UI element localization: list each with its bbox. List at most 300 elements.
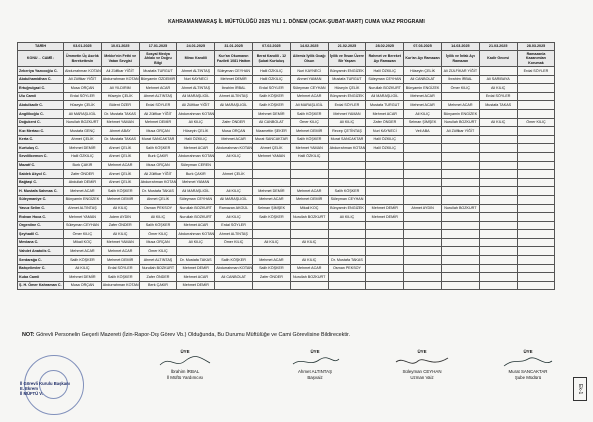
table-row	[18, 101, 555, 110]
preacher-cell	[404, 135, 442, 144]
preacher-cell: Hüseyin ÇELİK	[64, 101, 102, 110]
preacher-cell: Ahmet ALTINTAŞ	[215, 230, 253, 239]
preacher-cell: İbrahim İRBAL	[441, 75, 479, 84]
preacher-cell: Ali KILIÇ	[139, 213, 177, 222]
preacher-cell	[479, 238, 517, 247]
signature-name: İbrahim İRBAL	[170, 369, 200, 374]
preacher-cell: Süleyman CEYHAN	[64, 221, 102, 230]
vaaz-schedule-table	[17, 42, 555, 290]
preacher-cell: Ali MARAŞLIGİL	[215, 195, 253, 204]
mosque-name: Bağtaşi C.	[18, 178, 64, 187]
preacher-cell: Salih KÖŞKER	[290, 109, 328, 118]
preacher-cell	[366, 152, 404, 161]
preacher-cell	[517, 204, 555, 213]
preacher-cell	[404, 170, 442, 179]
preacher-cell	[517, 213, 555, 222]
preacher-cell	[517, 273, 555, 282]
preacher-cell: Ali SARIBAYA	[479, 75, 517, 84]
signature-block-2	[275, 349, 355, 381]
preacher-cell: Mehmet YAMAN	[328, 109, 366, 118]
preacher-cell: Zafer ÖNDER	[252, 273, 290, 282]
note-label: NOT:	[22, 332, 35, 338]
preacher-cell: Ahmet ÇELİK	[101, 152, 139, 161]
signature-title: Uzman Vaiz	[410, 375, 434, 380]
preacher-cell: Abdullah DEMİR	[64, 178, 102, 187]
preacher-cell: Mehmet ACAR	[441, 101, 479, 110]
tarih-label: TARİH	[18, 43, 64, 51]
preacher-cell: Ahmet ALTINTAŞ	[139, 256, 177, 265]
seal-line-1: İl Görevli Kurulu Başkanı	[20, 381, 70, 386]
table-row	[18, 204, 555, 213]
preacher-cell	[479, 127, 517, 136]
preacher-cell	[517, 178, 555, 187]
preacher-cell	[479, 247, 517, 256]
preacher-cell: Halil ÖZKILIÇ	[366, 135, 404, 144]
preacher-cell: Veli ABA	[404, 127, 442, 136]
preacher-cell: Ali KILIÇ	[404, 109, 442, 118]
preacher-cell	[441, 170, 479, 179]
preacher-cell: Ali KILIÇ	[290, 238, 328, 247]
preacher-cell	[252, 221, 290, 230]
preacher-cell: Mehmet DEMİR	[290, 127, 328, 136]
preacher-cell: Hüseyin ÇELİK	[404, 67, 442, 76]
preacher-cell: Ali Zülfikar YİĞİT	[64, 75, 102, 84]
topic-header-cell: Rahmet ve Bereket Ayı Ramazan	[366, 51, 404, 67]
preacher-cell: Ali KILIÇ	[479, 84, 517, 93]
preacher-cell	[404, 273, 442, 282]
preacher-cell: Musa ORÇAN	[139, 127, 177, 136]
preacher-cell	[479, 109, 517, 118]
preacher-cell: Bünyamin ENGİZEK	[328, 92, 366, 101]
preacher-cell: Selman ŞİMŞEK	[252, 204, 290, 213]
preacher-cell	[517, 195, 555, 204]
preacher-cell	[404, 264, 442, 273]
preacher-cell: Ahmet ÇELİK	[139, 195, 177, 204]
preacher-cell: Mehmet DEMİR	[252, 187, 290, 196]
preacher-cell	[366, 247, 404, 256]
preacher-cell: Ahmet ÇELİK	[64, 135, 102, 144]
preacher-cell	[328, 247, 366, 256]
preacher-cell: Ali KILIÇ	[252, 238, 290, 247]
preacher-cell: Ali KILIÇ	[215, 187, 253, 196]
mosque-name: Kızı Mertacı C.	[18, 127, 64, 136]
preacher-cell: Ali KILIÇ	[101, 204, 139, 213]
topic-header-cell: İyilik ve İnfak Ayı Ramazan	[441, 51, 479, 67]
preacher-cell	[517, 127, 555, 136]
preacher-cell: Ali Zülfikar YİĞİT	[139, 109, 177, 118]
preacher-cell: Ali MARAŞLIGİL	[64, 109, 102, 118]
preacher-cell: Hüseyin ÇELİK	[101, 92, 139, 101]
preacher-cell: Ali MARAŞLIGİL	[177, 92, 215, 101]
preacher-cell: Nurullah BOZKURT	[441, 118, 479, 127]
preacher-cell	[517, 109, 555, 118]
preacher-cell: Mehmet ACAR	[101, 161, 139, 170]
date-header-cell: 14.02.2025	[290, 43, 328, 51]
preacher-cell: Recep ÇETİNTAŞ	[328, 127, 366, 136]
signature-name: Murat SANCAKTAR	[508, 369, 548, 374]
preacher-cell	[328, 273, 366, 282]
preacher-cell	[441, 92, 479, 101]
date-header-cell: 03.01.2025	[64, 43, 102, 51]
preacher-cell: Hüseyin ÇELİK	[328, 84, 366, 93]
preacher-cell: Abdurrahman KOTAN	[177, 109, 215, 118]
preacher-cell: Ömer KILIÇ	[517, 118, 555, 127]
preacher-cell: Erdal SÖYLER	[252, 84, 290, 93]
preacher-cell: Mehmet YAMAN	[101, 238, 139, 247]
preacher-cell	[517, 84, 555, 93]
preacher-cell	[404, 178, 442, 187]
preacher-cell	[441, 230, 479, 239]
preacher-cell: Ali CANBOLAT	[252, 118, 290, 127]
preacher-cell	[290, 161, 328, 170]
preacher-cell: Mehmet DEMİR	[64, 144, 102, 153]
mosque-name: Vahdet Anatolis C.	[18, 247, 64, 256]
preacher-cell	[441, 152, 479, 161]
preacher-cell: Abdurrahman KOTAN	[328, 144, 366, 153]
preacher-cell: Ali Zülfikar YİĞİT	[441, 127, 479, 136]
date-header-row	[18, 43, 555, 51]
preacher-cell	[479, 178, 517, 187]
preacher-cell: Bünyamin ÖZDEMİR	[139, 75, 177, 84]
preacher-cell: Bünyamin ENGİZEK	[441, 109, 479, 118]
preacher-cell: Musa ORÇAN	[64, 281, 102, 290]
preacher-cell	[328, 161, 366, 170]
preacher-cell: Ali MARAŞLIGİL	[290, 101, 328, 110]
preacher-cell	[441, 256, 479, 265]
preacher-cell	[252, 281, 290, 290]
preacher-cell: Musa ORÇAN	[64, 84, 102, 93]
table-row	[18, 256, 555, 265]
date-header-cell: 21.03.2025	[479, 43, 517, 51]
table-row	[18, 127, 555, 136]
preacher-cell	[366, 178, 404, 187]
preacher-cell: Mehmet ACAR	[101, 247, 139, 256]
preacher-cell: Ahmet ÇELİK	[252, 144, 290, 153]
date-header-cell: 14.03.2025	[441, 43, 479, 51]
preacher-cell: Osman PEKSOY	[139, 204, 177, 213]
preacher-cell: Salih KÖŞKER	[328, 187, 366, 196]
preacher-cell: Nurullah BOZKURT	[290, 273, 328, 282]
preacher-cell	[404, 152, 442, 161]
preacher-cell: Ali CANBOLAT	[404, 75, 442, 84]
topic-header-cell: Kadir Gecesi	[479, 51, 517, 67]
preacher-cell: Erdal SÖYLER	[328, 101, 366, 110]
preacher-cell: Salih KÖŞKER	[252, 101, 290, 110]
preacher-cell: Mehmet DEMİR	[101, 256, 139, 265]
preacher-cell: Abdurrahman KOTAN	[101, 75, 139, 84]
signature-title: Şube Müdürü	[514, 375, 542, 380]
preacher-cell: Mehmet ACAR	[139, 84, 177, 93]
preacher-cell: Mehmet DEMİR	[64, 273, 102, 282]
preacher-cell: Süleyman CEREN	[177, 161, 215, 170]
preacher-cell: Zafer ÖNDER	[101, 221, 139, 230]
preacher-cell: Mehmet YAMAN	[252, 152, 290, 161]
signature-scribble	[382, 355, 462, 369]
preacher-cell: Salih KÖŞKER	[139, 144, 177, 153]
preacher-cell: Nurullah BOZKURT	[177, 213, 215, 222]
preacher-cell	[366, 170, 404, 179]
preacher-cell	[441, 221, 479, 230]
preacher-cell	[441, 273, 479, 282]
preacher-cell: Mustafa GENÇ	[64, 127, 102, 136]
konu-label: KONU→ CAMİİ↓	[18, 51, 64, 67]
mosque-name: Ş. H. Ömer Kahraman C.	[18, 281, 64, 290]
page-tag: Ek-1	[573, 377, 587, 401]
preacher-cell	[328, 170, 366, 179]
preacher-cell: Mehmet DEMİR	[366, 213, 404, 222]
table-row	[18, 152, 555, 161]
preacher-cell: Halil ÖZKILIÇ	[252, 75, 290, 84]
preacher-cell	[441, 161, 479, 170]
preacher-cell	[404, 281, 442, 290]
mosque-name: Mevlana C.	[18, 238, 64, 247]
preacher-cell: Mehmet DEMİR	[366, 204, 404, 213]
preacher-cell	[517, 161, 555, 170]
preacher-cell	[479, 187, 517, 196]
preacher-cell	[479, 152, 517, 161]
preacher-cell	[215, 178, 253, 187]
table-row	[18, 281, 555, 290]
preacher-cell: Ali KILIÇ	[328, 118, 366, 127]
preacher-cell: Ali YILDIRIM	[101, 84, 139, 93]
preacher-cell	[517, 247, 555, 256]
preacher-cell	[479, 195, 517, 204]
mosque-name: Abdulkadir C.	[18, 101, 64, 110]
preacher-cell: Mehmet ACAR	[252, 256, 290, 265]
preacher-cell: Abdurrahman KOTAN	[215, 144, 253, 153]
preacher-cell	[290, 230, 328, 239]
preacher-cell: Mustafa TURGUT	[139, 67, 177, 76]
preacher-cell: Salih KÖŞKER	[252, 92, 290, 101]
preacher-cell	[479, 230, 517, 239]
preacher-cell: Mehmet ACAR	[290, 92, 328, 101]
preacher-cell: Süleyman CEYHAN	[366, 75, 404, 84]
topic-header-cell: Mekke'nin Fethi ve Vatan Sevgisi	[101, 51, 139, 67]
preacher-cell: Mustafa TAKAS	[479, 101, 517, 110]
topic-header-cell: İyilik ve İhsan Üzere Bir Yaşam	[328, 51, 366, 67]
preacher-cell	[404, 230, 442, 239]
preacher-cell	[479, 67, 517, 76]
preacher-cell	[517, 135, 555, 144]
preacher-cell: Süleyman CEYHAN	[215, 67, 253, 76]
preacher-cell	[517, 92, 555, 101]
preacher-cell: Ahmet ALTINTAŞ	[215, 92, 253, 101]
topic-header-cell: Ümmetin Üç Asırlık Berekettesin	[64, 51, 102, 67]
preacher-cell: İbrahim İRBAL	[215, 84, 253, 93]
date-header-cell: 07.03.2025	[404, 43, 442, 51]
preacher-cell	[366, 221, 404, 230]
preacher-cell: Nizamettin ŞEKER	[252, 127, 290, 136]
preacher-cell	[517, 75, 555, 84]
preacher-cell: Mehmet ACAR	[290, 187, 328, 196]
preacher-cell	[328, 221, 366, 230]
preacher-cell: Ali MARAŞLIGİL	[215, 101, 253, 110]
table-row	[18, 92, 555, 101]
preacher-cell: Erdal SÖYLER	[64, 92, 102, 101]
preacher-cell	[177, 247, 215, 256]
preacher-cell	[252, 230, 290, 239]
mosque-name: Bahçelievler C.	[18, 264, 64, 273]
signature-name: Süleyman CEYHAN	[402, 369, 442, 374]
preacher-cell	[479, 221, 517, 230]
preacher-cell: Erdal SÖYLER	[139, 101, 177, 110]
preacher-cell: Mehmet YAMAN	[290, 144, 328, 153]
preacher-cell: Dr. Mustafa TAKAS	[328, 256, 366, 265]
preacher-cell: Nurullah BOZKURT	[366, 84, 404, 93]
signature-role: ÜYE	[180, 349, 190, 354]
preacher-cell: Musa ORÇAN	[139, 161, 177, 170]
preacher-cell: Ali KILIÇ	[101, 230, 139, 239]
preacher-cell: Erdal SÖYLER	[479, 92, 517, 101]
preacher-cell: Ali KILIÇ	[215, 213, 253, 222]
preacher-cell: Bünyamin ENGİZEK	[64, 195, 102, 204]
table-row	[18, 221, 555, 230]
preacher-cell: Mehmet ACAR	[404, 101, 442, 110]
mosque-name: H. Mustafa Sahmas C.	[18, 187, 64, 196]
preacher-cell	[366, 273, 404, 282]
preacher-cell: Nurullah BOZKURT	[177, 204, 215, 213]
signature-title: İl Müftü Yardımcısı	[166, 375, 204, 380]
preacher-cell	[404, 195, 442, 204]
table-row	[18, 144, 555, 153]
preacher-cell: Bünyamin ENGİZEK	[328, 204, 366, 213]
preacher-cell	[517, 238, 555, 247]
preacher-cell	[479, 204, 517, 213]
signature-role: ÜYE	[310, 349, 320, 354]
preacher-cell: Mehmet DEMİR	[101, 195, 139, 204]
preacher-cell	[366, 238, 404, 247]
topic-header-cell: Berat Kandili - 12 Şubat Kurtuluş	[252, 51, 290, 67]
mosque-name: Ulu Camii	[18, 92, 64, 101]
mosque-name: Kuba Camii	[18, 273, 64, 282]
preacher-cell	[366, 161, 404, 170]
preacher-cell: Mehmet ACAR	[252, 195, 290, 204]
preacher-cell	[290, 247, 328, 256]
preacher-cell	[479, 170, 517, 179]
preacher-cell: Burk ÇAKIR	[64, 161, 102, 170]
signature-scribble	[488, 355, 568, 369]
preacher-cell: Ahmet ALTINTAŞ	[139, 92, 177, 101]
table-row	[18, 84, 555, 93]
mosque-name: Ertuğrulgazi C.	[18, 84, 64, 93]
preacher-cell: Mehmet YAMAN	[101, 118, 139, 127]
program-title: KAHRAMANMARAŞ İL MÜFTÜLÜĞÜ 2025 YILI 1. DÖNEM (OCAK-ŞUBAT-MART) CUMA VAAZ PROGRAMI	[168, 19, 425, 25]
mosque-name: Yavuz Selim C.	[18, 204, 64, 213]
preacher-cell: Nurullah BOZKURT	[64, 118, 102, 127]
seal-line-2: E. Ekrem	[20, 386, 38, 392]
preacher-cell	[441, 195, 479, 204]
preacher-cell: Ahmet ÇELİK	[215, 170, 253, 179]
date-header-cell: 28.03.2025	[517, 43, 555, 51]
preacher-cell: Ömer KILIÇ	[139, 230, 177, 239]
preacher-cell: Mehmet DEMİR	[290, 195, 328, 204]
preacher-cell	[290, 178, 328, 187]
preacher-cell	[366, 281, 404, 290]
preacher-cell	[517, 256, 555, 265]
preacher-cell	[479, 144, 517, 153]
preacher-cell: Halil ÖZKILIÇ	[252, 67, 290, 76]
preacher-cell: Ömer KILIÇ	[139, 247, 177, 256]
preacher-cell	[252, 170, 290, 179]
mosque-name: Sevdilicemon C.	[18, 152, 64, 161]
preacher-cell: Mehmet DEMİR	[139, 118, 177, 127]
preacher-cell	[479, 273, 517, 282]
preacher-cell: Ali KILIÇ	[64, 264, 102, 273]
preacher-cell: Süleyman CEYHAN	[290, 84, 328, 93]
date-header-cell: 31.01.2025	[215, 43, 253, 51]
date-header-cell: 10.01.2025	[101, 43, 139, 51]
preacher-cell: Ahmet YAMAN	[290, 75, 328, 84]
preacher-cell: Mehmet ACAR	[366, 109, 404, 118]
preacher-cell: Ali KILIÇ	[328, 213, 366, 222]
table-row	[18, 75, 555, 84]
preacher-cell: Nurullah BOZKURT	[290, 213, 328, 222]
preacher-cell: Süleyman CEYHAN	[177, 195, 215, 204]
preacher-cell: Mehmet ACAR	[290, 264, 328, 273]
preacher-cell: Ahmet ÇELİK	[101, 144, 139, 153]
mosque-name: Saidek Akyol C.	[18, 170, 64, 179]
preacher-cell	[366, 230, 404, 239]
preacher-cell: Mehmet YAMAN	[177, 178, 215, 187]
preacher-cell	[290, 170, 328, 179]
preacher-cell: Ahmet AYDIN	[404, 204, 442, 213]
preacher-cell	[404, 247, 442, 256]
table-row	[18, 264, 555, 273]
preacher-cell	[215, 109, 253, 118]
preacher-cell	[517, 101, 555, 110]
mosque-name: Doğukent C.	[18, 118, 64, 127]
preacher-cell: Abdurrahman KOTAN	[177, 152, 215, 161]
preacher-cell	[404, 256, 442, 265]
preacher-cell	[479, 135, 517, 144]
preacher-cell	[404, 187, 442, 196]
preacher-cell: Erdal SÖYLER	[517, 67, 555, 76]
table-row	[18, 213, 555, 222]
table-row	[18, 178, 555, 187]
preacher-cell: Ömer KILIÇ	[215, 238, 253, 247]
preacher-cell: Mehmet DEMİR	[177, 281, 215, 290]
preacher-cell: Musa ORÇAN	[139, 238, 177, 247]
preacher-cell	[215, 161, 253, 170]
preacher-cell: Murat SANCAKTAR	[252, 135, 290, 144]
preacher-cell	[479, 161, 517, 170]
table-row	[18, 273, 555, 282]
preacher-cell: Ahmet ÇELİK	[101, 170, 139, 179]
preacher-cell: Osman PEKSOY	[328, 264, 366, 273]
preacher-cell: Ahmet ALTINTAŞ	[177, 84, 215, 93]
preacher-cell	[328, 238, 366, 247]
preacher-cell: Musa ORÇAN	[215, 127, 253, 136]
preacher-cell: Ali KILIÇ	[479, 118, 517, 127]
preacher-cell: Ali MARAŞLIGİL	[177, 187, 215, 196]
preacher-cell: Nurullah BOZKURT	[441, 204, 479, 213]
preacher-cell: Hüseyin ÇELİK	[177, 127, 215, 136]
preacher-cell: Nuri KAYNECİ	[177, 75, 215, 84]
preacher-cell	[479, 264, 517, 273]
preacher-cell: Ahmet ABAY	[101, 127, 139, 136]
preacher-cell: Mehmet DEMİR	[252, 109, 290, 118]
preacher-cell: Zafer ÖNDER	[215, 118, 253, 127]
date-header-cell: 28.02.2025	[366, 43, 404, 51]
preacher-cell: Halil ÖZKILIÇ	[366, 67, 404, 76]
preacher-cell: Abdurrahman KOTAN	[177, 230, 215, 239]
preacher-cell: Ali CANBOLAT	[215, 273, 253, 282]
note	[22, 332, 350, 338]
preacher-cell	[441, 187, 479, 196]
note-text: Görevli Personelin Geçerli Mazereti (İzin-Rapor-Dış Görev Vb.) Olduğunda, Bu Durumu Müftülüğe ve Cami Görevlisine Bildirecektir.	[34, 332, 351, 338]
preacher-cell: Burk ÇAKIR	[139, 152, 177, 161]
preacher-cell: Murat SANCAKTAR	[139, 135, 177, 144]
